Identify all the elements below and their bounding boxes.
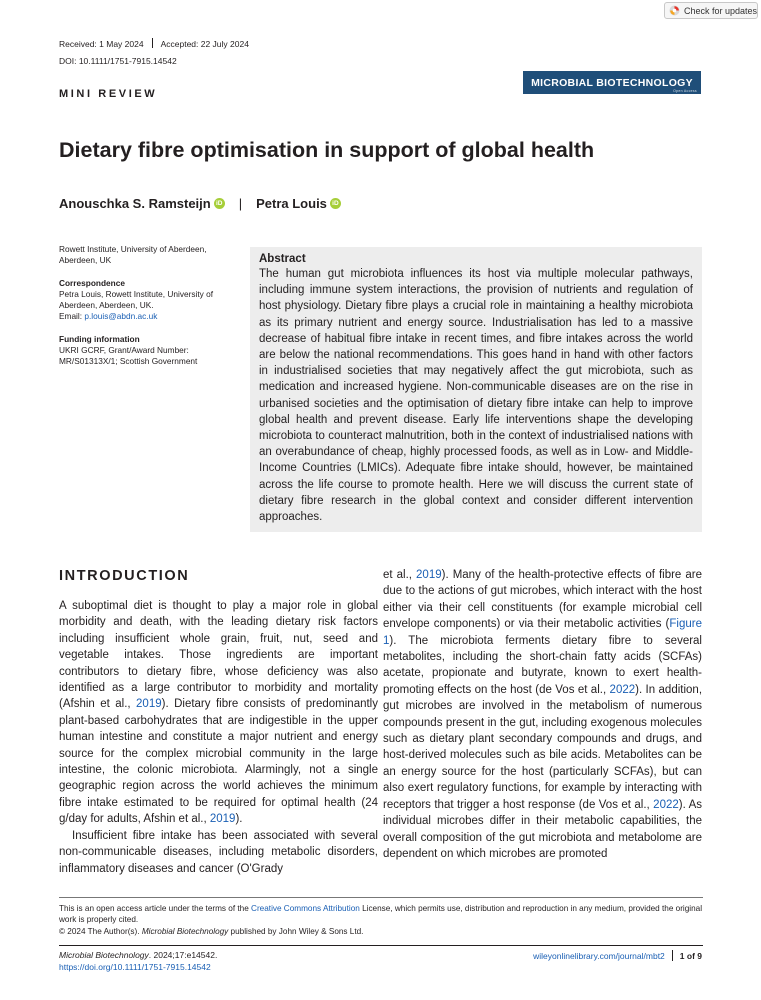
text-run: A suboptimal diet is thought to play a major role in global morbidity and death, with the leading dietary risk factors including insufficient whole grain, fruit, nut, seed and vegetable intakes. Those ingredients are important contributors to dietary fibre, whose deficiency was also identified as a large contributor to morbidity and mortality (Afshin et al., [59, 600, 378, 711]
footnote-divider [59, 897, 703, 898]
text-run: et al., [383, 569, 417, 581]
text-run: Insufficient fibre intake has been associated with several non-communicable diseases, including metabolic disorders, inflammatory diseases and cancer (O'Grady [59, 829, 378, 875]
citation-link[interactable]: 2022 [609, 683, 636, 696]
journal-logo-sub: Open Access [673, 89, 697, 93]
page-number: 1 of 9 [679, 950, 702, 961]
journal-site-link[interactable]: wileyonlinelibrary.com/journal/mbt2 [533, 950, 665, 961]
divider [672, 950, 673, 961]
footer-divider [59, 945, 703, 946]
funding-text: UKRI GCRF, Grant/Award Number: MR/S01313X/1; Scottish Government [59, 345, 198, 366]
email-label: Email: [59, 311, 83, 321]
text-run: published by John Wiley & Sons Ltd. [228, 926, 364, 936]
divider [152, 38, 153, 48]
email-line [59, 311, 239, 322]
journal-logo-text: MICROBIAL BIOTECHNOLOGY [531, 76, 693, 89]
footer-citation [59, 950, 217, 973]
citation-link[interactable]: 2019 [209, 813, 236, 826]
article-dates [59, 38, 249, 49]
text-run: ). In addition, gut microbes are involved in the metabolism of numerous compounds present in the gut, including exogenous molecules such as dietary plant secondary compounds and drugs, and host-derived molecules such as bile acids. Metabolites can be an energy source for the host (particularly SCFAs), but can also exert regulatory functions, for example by interacting with receptors that trigger a host response (de Vos et al., [383, 683, 703, 811]
funding-block [59, 334, 239, 367]
crossmark-icon [669, 5, 680, 16]
abstract-box [250, 247, 702, 532]
check-for-updates-label: Check for updates [683, 5, 757, 16]
body-column-left [59, 598, 378, 877]
text-run: ). Many of the health-protective effects of fibre are due to the actions of gut microbes, which interact with the host either via their cell constituents (for example microbial cell envelope components) or via their metabolic activities ( [383, 569, 702, 631]
figure-link[interactable]: Figure 1 [383, 618, 702, 647]
orcid-icon[interactable]: iD [214, 198, 225, 209]
citation-link[interactable]: 2019 [136, 698, 162, 711]
affiliation: Rowett Institute, University of Aberdeen, Aberdeen, UK [59, 244, 207, 265]
citation-link[interactable]: 2019 [416, 569, 442, 581]
abstract-heading: Abstract [259, 253, 306, 265]
author-separator: | [238, 196, 243, 211]
correspondence-block [59, 278, 239, 322]
funding-heading: Funding information [59, 334, 140, 344]
article-sidebar [59, 244, 239, 379]
article-title: Dietary fibre optimisation in support of global health [59, 138, 595, 162]
citation-link[interactable]: 2022 [653, 798, 679, 811]
paragraph [59, 828, 378, 877]
check-for-updates-button[interactable] [664, 2, 758, 19]
license-note [59, 903, 703, 937]
text-run: License, which permits use, distribution and reproduction in any medium, provided the original work is properly cited. [59, 904, 703, 925]
citation-text: . 2024;17:e14542. [148, 950, 218, 960]
paragraph [383, 567, 702, 862]
journal-name: Microbial Biotechnology [59, 950, 149, 960]
footer-right [533, 950, 702, 961]
abstract-text: The human gut microbiota influences its host via multiple molecular pathways, including immune system interactions, the provision of nutrients and regulation of host physiology. Dietary fibre plays a crucial role in maintaining a healthy microbiota as its primary nutrient and energy source. Industrialisation has led to a massive decrease of habitual fibre intake in recent times, and fibre intakes across the world are below the national recommendations. This goes hand in hand with other factors in industrialised societies that may negatively affect the gut microbiota, such as medication and increased hygiene. Non-communicable diseases are on the rise in urbanised societies and the optimisation of dietary fibre intake can help to improve global health and prevent disease. Early life interventions shape the developing microbiota to counteract malnutrition, both in the context of industrialised nations with an overabundance of cheap, highly processed foods, as well as in Low- and Middle-Income Countries (LMICs). Adequate fibre intake should, however, be maintained across the life course to promote health. Here we will discuss the current state of dietary fibre research in the global context and consider different intervention approaches. [259, 268, 693, 524]
article-type: MINI REVIEW [59, 88, 158, 100]
author-name[interactable]: Petra Louis [256, 196, 327, 211]
orcid-icon[interactable]: iD [330, 198, 341, 209]
journal-logo[interactable] [523, 71, 701, 94]
text-run: ). The microbiota ferments dietary fibre to several metabolites, including the short-chain fatty acids (SCFAs) acetate, propionate and butyrate, known to exert health-promoting effects on the host (de Vos et al., [383, 634, 702, 696]
paragraph [59, 598, 378, 828]
license-link[interactable]: Creative Commons Attribution [251, 904, 360, 913]
body-column-right [383, 567, 702, 862]
text-run: ). Dietary fibre consists of predominantly plant-based carbohydrates that are indigestible in the upper human intestine and constitute a major nutrient and energy source for the complex microbial community in the large intestine, the colonic microbiota. Alarmingly, not a single geographic region across the world achieves the minimum fibre intake estimated to be required for optimal health (24 g/day for adults, Afshin et al., [59, 698, 378, 826]
section-heading: INTRODUCTION [59, 568, 190, 584]
author-name[interactable]: Anouschka S. Ramsteijn [59, 196, 211, 211]
correspondence-text: Petra Louis, Rowett Institute, University of Aberdeen, Aberdeen, UK. [59, 289, 214, 310]
article-doi: DOI: 10.1111/1751-7915.14542 [59, 56, 177, 66]
author-list [59, 196, 341, 211]
accepted-date: Accepted: 22 July 2024 [160, 39, 249, 49]
email-link[interactable]: p.louis@abdn.ac.uk [84, 311, 158, 321]
text-run: ). [235, 813, 243, 826]
journal-name: Microbial Biotechnology [141, 926, 229, 936]
text-run: This is an open access article under the terms of the [59, 904, 252, 913]
doi-link[interactable]: https://doi.org/10.1111/1751-7915.14542 [59, 961, 211, 972]
text-run: ). As individual microbes differ in their metabolic capabilities, the overall composition of the gut microbiota and metabolome are dependent on which microbes are promoted [383, 798, 703, 860]
text-run: © 2024 The Author(s). [59, 926, 142, 936]
correspondence-heading: Correspondence [59, 278, 125, 288]
received-date: Received: 1 May 2024 [59, 39, 144, 49]
